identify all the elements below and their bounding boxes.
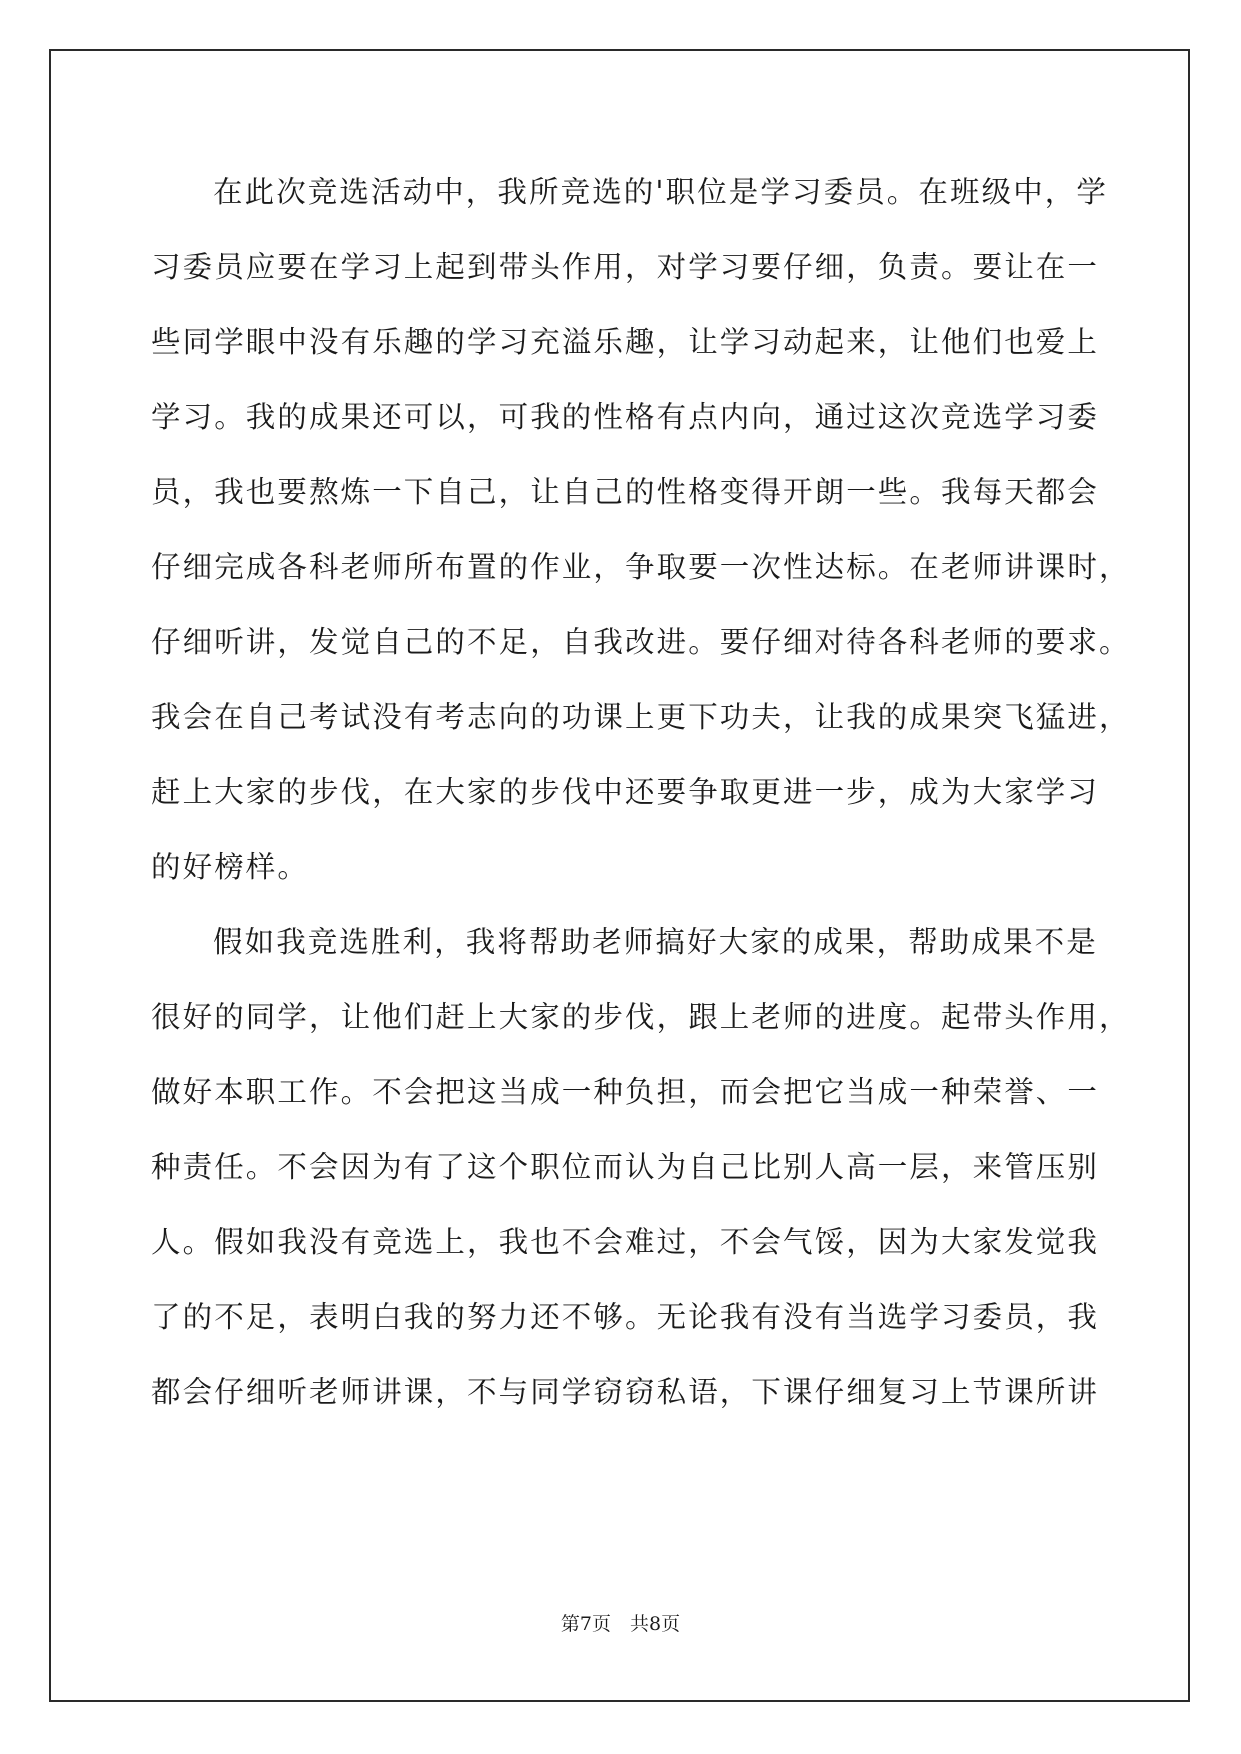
text-line: 些同学眼中没有乐趣的学习充溢乐趣，让学习动起来，让他们也爱上 [151,325,1100,359]
text-line: 习委员应要在学习上起到带头作用，对学习要仔细，负责。要让在一 [151,250,1100,284]
text-line: 学习。我的成果还可以，可我的性格有点内向，通过这次竞选学习委 [151,400,1100,434]
text-line: 种责任。不会因为有了这个职位而认为自己比别人高一层，来管压别 [151,1150,1100,1184]
text-line: 做好本职工作。不会把这当成一种负担，而会把它当成一种荣誉、一 [151,1075,1100,1109]
page-number-footer: 第7页 共8页 [560,1613,681,1635]
text-line: 的好榜样。 [151,850,310,884]
text-line: 我会在自己考试没有考志向的功课上更下功夫，让我的成果突飞猛进， [151,700,1131,734]
text-line: 在此次竞选活动中，我所竞选的'职位是学习委员。在班级中，学 [213,175,1109,209]
text-line: 很好的同学，让他们赶上大家的步伐，跟上老师的进度。起带头作用， [151,1000,1131,1034]
text-line: 员，我也要熬炼一下自己，让自己的性格变得开朗一些。我每天都会 [151,475,1100,509]
text-line: 都会仔细听老师讲课，不与同学窃窃私语，下课仔细复习上节课所讲 [151,1375,1100,1409]
text-line: 假如我竞选胜利，我将帮助老师搞好大家的成果，帮助成果不是 [213,925,1098,959]
text-line: 仔细听讲，发觉自己的不足，自我改进。要仔细对待各科老师的要求。 [151,625,1131,659]
text-line: 人。假如我没有竞选上，我也不会难过，不会气馁，因为大家发觉我 [151,1225,1100,1259]
text-line: 赶上大家的步伐，在大家的步伐中还要争取更进一步，成为大家学习 [151,775,1100,809]
text-line: 仔细完成各科老师所布置的作业，争取要一次性达标。在老师讲课时， [151,550,1131,584]
text-line: 了的不足，表明白我的努力还不够。无论我有没有当选学习委员，我 [151,1300,1100,1334]
